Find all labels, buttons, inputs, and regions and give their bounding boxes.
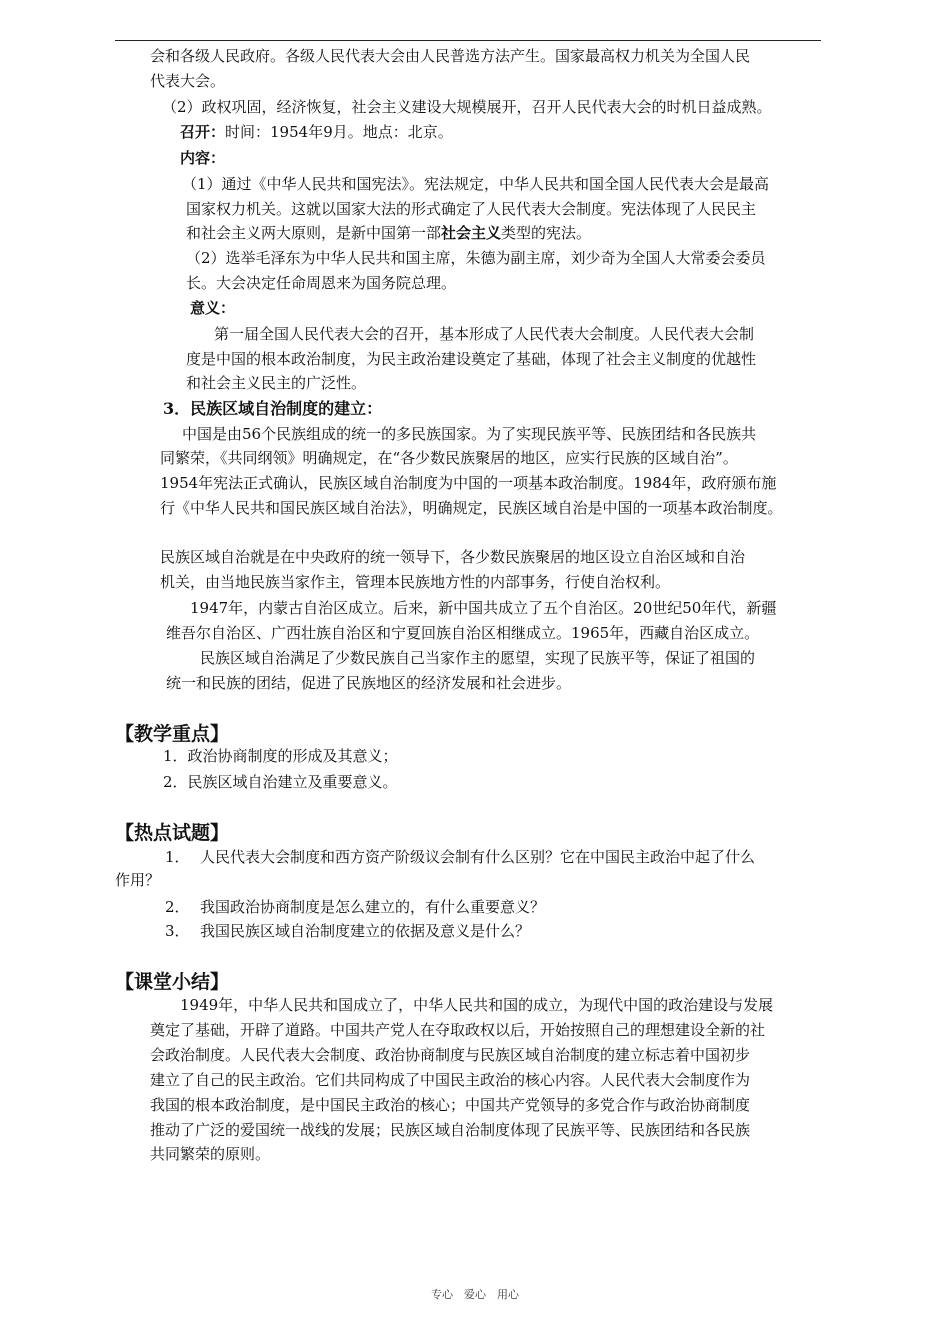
question-text: 我国民族区域自治制度建立的依据及意义是什么？	[200, 922, 531, 940]
question-number: 3．	[165, 922, 190, 940]
autonomy-text: 同繁荣，《共同纲领》明确规定，在“各少数民族聚居的地区，应实行民族的区域自治”。	[160, 449, 738, 467]
page-footer: 专心 爱心 用心	[431, 1288, 519, 1301]
content-label: 内容：	[180, 149, 226, 167]
significance-text: 度是中国的根本政治制度，为民主政治建设奠定了基础，体现了社会主义制度的优越性	[186, 350, 757, 368]
summary-line: 1949年，中华人民共和国成立了，中华人民共和国的成立，为现代中国的政治建设与发展	[180, 996, 774, 1014]
autonomy-text: 统一和民族的团结，促进了民族地区的经济发展和社会进步。	[166, 674, 572, 692]
significance-text: 和社会主义民主的广泛性。	[186, 374, 367, 392]
summary-line: 共同繁荣的原则。	[150, 1145, 271, 1163]
question-text: 人民代表大会制度和西方资产阶级议会制有什么区别？它在中国民主政治中起了什么	[200, 848, 756, 866]
autonomy-text: 中国是由56个民族组成的统一的多民族国家。为了实现民族平等、民族团结和各民族共	[182, 425, 757, 443]
section-heading: 3．民族区域自治制度的建立：	[163, 399, 383, 418]
header-rule	[115, 40, 821, 41]
question-number: 1．	[165, 848, 190, 866]
content-item	[186, 221, 591, 246]
content-item: （1）通过《中华人民共和国宪法》。宪法规定，中华人民共和国全国人民代表大会是最高	[182, 175, 770, 193]
autonomy-text: 民族区域自治满足了少数民族自己当家作主的愿望，实现了民族平等，保证了祖国的	[200, 649, 756, 667]
autonomy-text: 机关，由当地民族当家作主，管理本民族地方性的内部事务，行使自治权利。	[160, 573, 671, 591]
convene-label: 召开：	[180, 123, 226, 141]
focus-item: 2．民族区域自治建立及重要意义。	[163, 773, 398, 791]
question-text: 作用？	[115, 871, 161, 889]
summary-line: 奠定了基础，开辟了道路。中国共产党人在夺取政权以后，开始按照自己的理想建设全新的社	[150, 1021, 766, 1039]
content-text: 类型的宪法。	[501, 224, 592, 242]
npc-convene	[180, 120, 453, 145]
autonomy-text: 维吾尔自治区、广西壮族自治区和宁夏回族自治区相继成立。1965年，西藏自治区成立。	[166, 624, 760, 642]
summary-line: 我国的根本政治制度，是中国民主政治的核心；中国共产党领导的多党合作与政治协商制度	[150, 1096, 751, 1114]
autonomy-text: 民族区域自治就是在中央政府的统一领导下，各少数民族聚居的地区设立自治区域和自治	[160, 548, 746, 566]
summary-line: 建立了自己的民主政治。它们共同构成了中国民主政治的核心内容。人民代表大会制度作为	[150, 1071, 751, 1089]
summary-line: 推动了广泛的爱国统一战线的发展；民族区域自治制度体现了民族平等、民族团结和各民族	[150, 1121, 751, 1139]
content-item: 长。大会决定任命周恩来为国务院总理。	[186, 274, 457, 292]
summary-heading: 【课堂小结】	[115, 971, 230, 993]
content-item: （2）选举毛泽东为中华人民共和国主席，朱德为副主席，刘少奇为全国人大常委会委员	[186, 249, 766, 267]
significance-text: 第一届全国人民代表大会的召开，基本形成了人民代表大会制度。人民代表大会制	[214, 325, 755, 343]
npc-condition-2: （2）政权巩固，经济恢复，社会主义建设大规模展开，召开人民代表大会的时机日益成熟。	[162, 98, 772, 116]
content-text: 和社会主义两大原则，是新中国第一部	[186, 224, 442, 242]
convene-text: 时间：1954年9月。地点：北京。	[225, 123, 453, 141]
focus-item: 1．政治协商制度的形成及其意义；	[163, 747, 398, 765]
question-text: 我国政治协商制度是怎么建立的，有什么重要意义？	[200, 898, 546, 916]
npc-line: 代表大会。	[150, 72, 226, 90]
summary-line: 会政治制度。人民代表大会制度、政治协商制度与民族区域自治制度的建立标志着中国初步	[150, 1046, 751, 1064]
significance-label: 意义：	[190, 299, 236, 317]
content-item: 国家权力机关。这就以国家大法的形式确定了人民代表大会制度。宪法体现了人民民主	[186, 200, 757, 218]
content-emphasis: 社会主义	[441, 224, 502, 242]
focus-heading: 【教学重点】	[115, 723, 230, 745]
autonomy-text: 1954年宪法正式确认，民族区域自治制度为中国的一项基本政治制度。1984年，政府颁布施	[160, 474, 777, 492]
questions-heading: 【热点试题】	[115, 822, 230, 844]
npc-line: 会和各级人民政府。各级人民代表大会由人民普选方法产生。国家最高权力机关为全国人民	[150, 47, 751, 65]
question-number: 2．	[165, 898, 190, 916]
autonomy-text: 1947年，内蒙古自治区成立。后来，新中国共成立了五个自治区。20世纪50年代，新疆	[190, 599, 777, 617]
autonomy-text: 行《中华人民共和国民族区域自治法》，明确规定，民族区域自治是中国的一项基本政治制度。	[160, 499, 783, 517]
